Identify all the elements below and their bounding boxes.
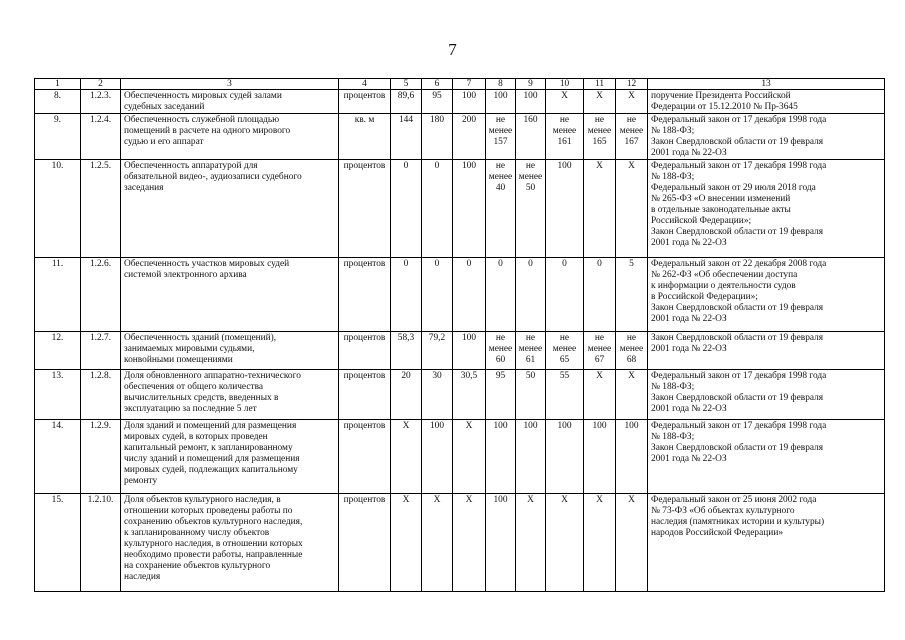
table-cell: не менее 157	[486, 114, 516, 160]
table-cell: 14.	[35, 420, 81, 494]
table-cell: X	[584, 370, 616, 420]
table-cell: Федеральный закон от 17 декабря 1998 года № 188-ФЗ; Федеральный закон от 29 июля 2018 года № 265-ФЗ «О внесении изменений в отдельные законодательные акты Российской Федерации»; Закон Свердловской области от 19 февраля 2001 года № 22-ОЗ	[648, 160, 885, 258]
table-header-row	[35, 79, 885, 90]
table-cell: процентов	[339, 258, 391, 332]
column-header: 10	[546, 79, 584, 90]
table-cell: 100	[453, 160, 486, 258]
table-cell: кв. м	[339, 114, 391, 160]
table-cell: Доля зданий и помещений для размещения мировых судей, в которых проведен капитальный ремонт, к запланированному числу зданий и помещений для размещения мировых судей, подлежащих капитальному ремонту	[121, 420, 339, 494]
table-cell: не менее 68	[616, 332, 648, 370]
table-cell: 30,5	[453, 370, 486, 420]
table-cell: не менее 61	[516, 332, 546, 370]
table-row	[35, 160, 885, 258]
column-header: 6	[422, 79, 453, 90]
table-row	[35, 258, 885, 332]
table-cell: 15.	[35, 494, 81, 592]
table-cell: Обеспеченность служебной площадью помещений в расчете на одного мирового судью и его аппарат	[121, 114, 339, 160]
table-cell: X	[516, 494, 546, 592]
table-row	[35, 494, 885, 592]
table-cell: X	[391, 494, 422, 592]
table-row	[35, 90, 885, 114]
column-header: 12	[616, 79, 648, 90]
column-header: 4	[339, 79, 391, 90]
table-cell: 55	[546, 370, 584, 420]
table-cell: X	[616, 494, 648, 592]
table-cell: не менее 67	[584, 332, 616, 370]
table-cell: 0	[584, 258, 616, 332]
page-number: 7	[448, 40, 457, 59]
table-cell: процентов	[339, 90, 391, 114]
table-cell: X	[391, 420, 422, 494]
table-cell: 95	[486, 370, 516, 420]
table-cell: 0	[453, 258, 486, 332]
table-cell: 8.	[35, 90, 81, 114]
table-cell: 100	[516, 90, 546, 114]
table-cell: не менее 65	[546, 332, 584, 370]
table-cell: Федеральный закон от 22 декабря 2008 года № 262-ФЗ «Об обеспечении доступа к информации о деятельности судов в Российской Федерации»; Закон Свердловской области от 19 февраля 2001 года № 22-ОЗ	[648, 258, 885, 332]
table-cell: X	[584, 90, 616, 114]
table-cell: 100	[453, 332, 486, 370]
table-cell: 100	[546, 420, 584, 494]
table-cell: 0	[391, 258, 422, 332]
table-cell: 58,3	[391, 332, 422, 370]
table-cell: не менее 40	[486, 160, 516, 258]
table-cell: 9.	[35, 114, 81, 160]
table-cell: 10.	[35, 160, 81, 258]
table-cell: 0	[516, 258, 546, 332]
table-cell: 1.2.10.	[81, 494, 121, 592]
table-cell: Доля обновленного аппаратно-технического обеспечения от общего количества вычислительных средств, введенных в эксплуатацию за последние 5 лет	[121, 370, 339, 420]
table-cell: 11.	[35, 258, 81, 332]
table-row	[35, 370, 885, 420]
table-cell: X	[422, 494, 453, 592]
table-cell: 12.	[35, 332, 81, 370]
table-cell: X	[584, 160, 616, 258]
column-header: 8	[486, 79, 516, 90]
table-cell: X	[616, 90, 648, 114]
table-cell: 180	[422, 114, 453, 160]
table-cell: Обеспеченность зданий (помещений), занимаемых мировыми судьями, конвойными помещениями	[121, 332, 339, 370]
table-cell: 100	[516, 420, 546, 494]
table-cell: 0	[422, 160, 453, 258]
table-cell: 100	[453, 90, 486, 114]
table-cell: не менее 167	[616, 114, 648, 160]
table-cell: 200	[453, 114, 486, 160]
table-cell: Федеральный закон от 17 декабря 1998 года № 188-ФЗ; Закон Свердловской области от 19 февраля 2001 года № 22-ОЗ	[648, 370, 885, 420]
column-header: 9	[516, 79, 546, 90]
table-cell: X	[616, 160, 648, 258]
table-cell: 50	[516, 370, 546, 420]
table-cell: 79,2	[422, 332, 453, 370]
table-cell: процентов	[339, 160, 391, 258]
table-cell: 160	[516, 114, 546, 160]
table-cell: Обеспеченность участков мировых судей системой электронного архива	[121, 258, 339, 332]
column-header: 3	[121, 79, 339, 90]
table-cell: 1.2.7.	[81, 332, 121, 370]
table-cell: 95	[422, 90, 453, 114]
table-cell: поручение Президента Российской Федерации от 15.12.2010 № Пр-3645	[648, 90, 885, 114]
table-cell: 100	[584, 420, 616, 494]
table-cell: 0	[422, 258, 453, 332]
table-cell: Федеральный закон от 17 декабря 1998 года № 188-ФЗ; Закон Свердловской области от 19 февраля 2001 года № 22-ОЗ	[648, 114, 885, 160]
table-cell: процентов	[339, 494, 391, 592]
table-row	[35, 420, 885, 494]
table-cell: Федеральный закон от 17 декабря 1998 года № 188-ФЗ; Закон Свердловской области от 19 февраля 2001 года № 22-ОЗ	[648, 420, 885, 494]
table-cell: 1.2.8.	[81, 370, 121, 420]
table-cell: процентов	[339, 420, 391, 494]
table-cell: X	[453, 420, 486, 494]
table-cell: не менее 50	[516, 160, 546, 258]
table-cell: Обеспеченность аппаратурой для обязательной видео-, аудиозаписи судебного заседания	[121, 160, 339, 258]
table-cell: 89,6	[391, 90, 422, 114]
table-cell: 1.2.3.	[81, 90, 121, 114]
table-cell: X	[546, 90, 584, 114]
table-cell: 0	[546, 258, 584, 332]
table-cell: X	[453, 494, 486, 592]
table-cell: X	[584, 494, 616, 592]
table-cell: 1.2.6.	[81, 258, 121, 332]
table-cell: 144	[391, 114, 422, 160]
table-cell: X	[616, 370, 648, 420]
table-cell: 13.	[35, 370, 81, 420]
table-cell: 100	[616, 420, 648, 494]
column-header: 13	[648, 79, 885, 90]
table-cell: не менее 161	[546, 114, 584, 160]
table-cell: 100	[486, 494, 516, 592]
column-header: 11	[584, 79, 616, 90]
indicators-table	[34, 78, 885, 592]
table-cell: 100	[486, 420, 516, 494]
table-cell: 100	[422, 420, 453, 494]
column-header: 7	[453, 79, 486, 90]
table-cell: 100	[546, 160, 584, 258]
table-row	[35, 114, 885, 160]
table-row	[35, 332, 885, 370]
column-header: 5	[391, 79, 422, 90]
table-cell: 0	[486, 258, 516, 332]
table-cell: 0	[391, 160, 422, 258]
table-cell: 1.2.5.	[81, 160, 121, 258]
table-cell: Доля объектов культурного наследия, в отношении которых проведены работы по сохранению объектов культурного наследия, к запланированному числу объектов культурного наследия, в отношении которых необходимо провести работы, направленные на сохранение объектов культурного наследия	[121, 494, 339, 592]
table-cell: не менее 165	[584, 114, 616, 160]
table-cell: Обеспеченность мировых судей залами судебных заседаний	[121, 90, 339, 114]
table-cell: 20	[391, 370, 422, 420]
column-header: 2	[81, 79, 121, 90]
table-cell: не менее 60	[486, 332, 516, 370]
table-cell: процентов	[339, 370, 391, 420]
table-cell: 5	[616, 258, 648, 332]
table-cell: 30	[422, 370, 453, 420]
column-header: 1	[35, 79, 81, 90]
table-cell: 1.2.4.	[81, 114, 121, 160]
table-cell: Закон Свердловской области от 19 февраля 2001 года № 22-ОЗ	[648, 332, 885, 370]
table-cell: процентов	[339, 332, 391, 370]
table-cell: 1.2.9.	[81, 420, 121, 494]
table-cell: 100	[486, 90, 516, 114]
table-cell: X	[546, 494, 584, 592]
table-cell: Федеральный закон от 25 июня 2002 года № 73-ФЗ «Об объектах культурного наследия (памятниках истории и культуры) народов Российской Федерации»	[648, 494, 885, 592]
